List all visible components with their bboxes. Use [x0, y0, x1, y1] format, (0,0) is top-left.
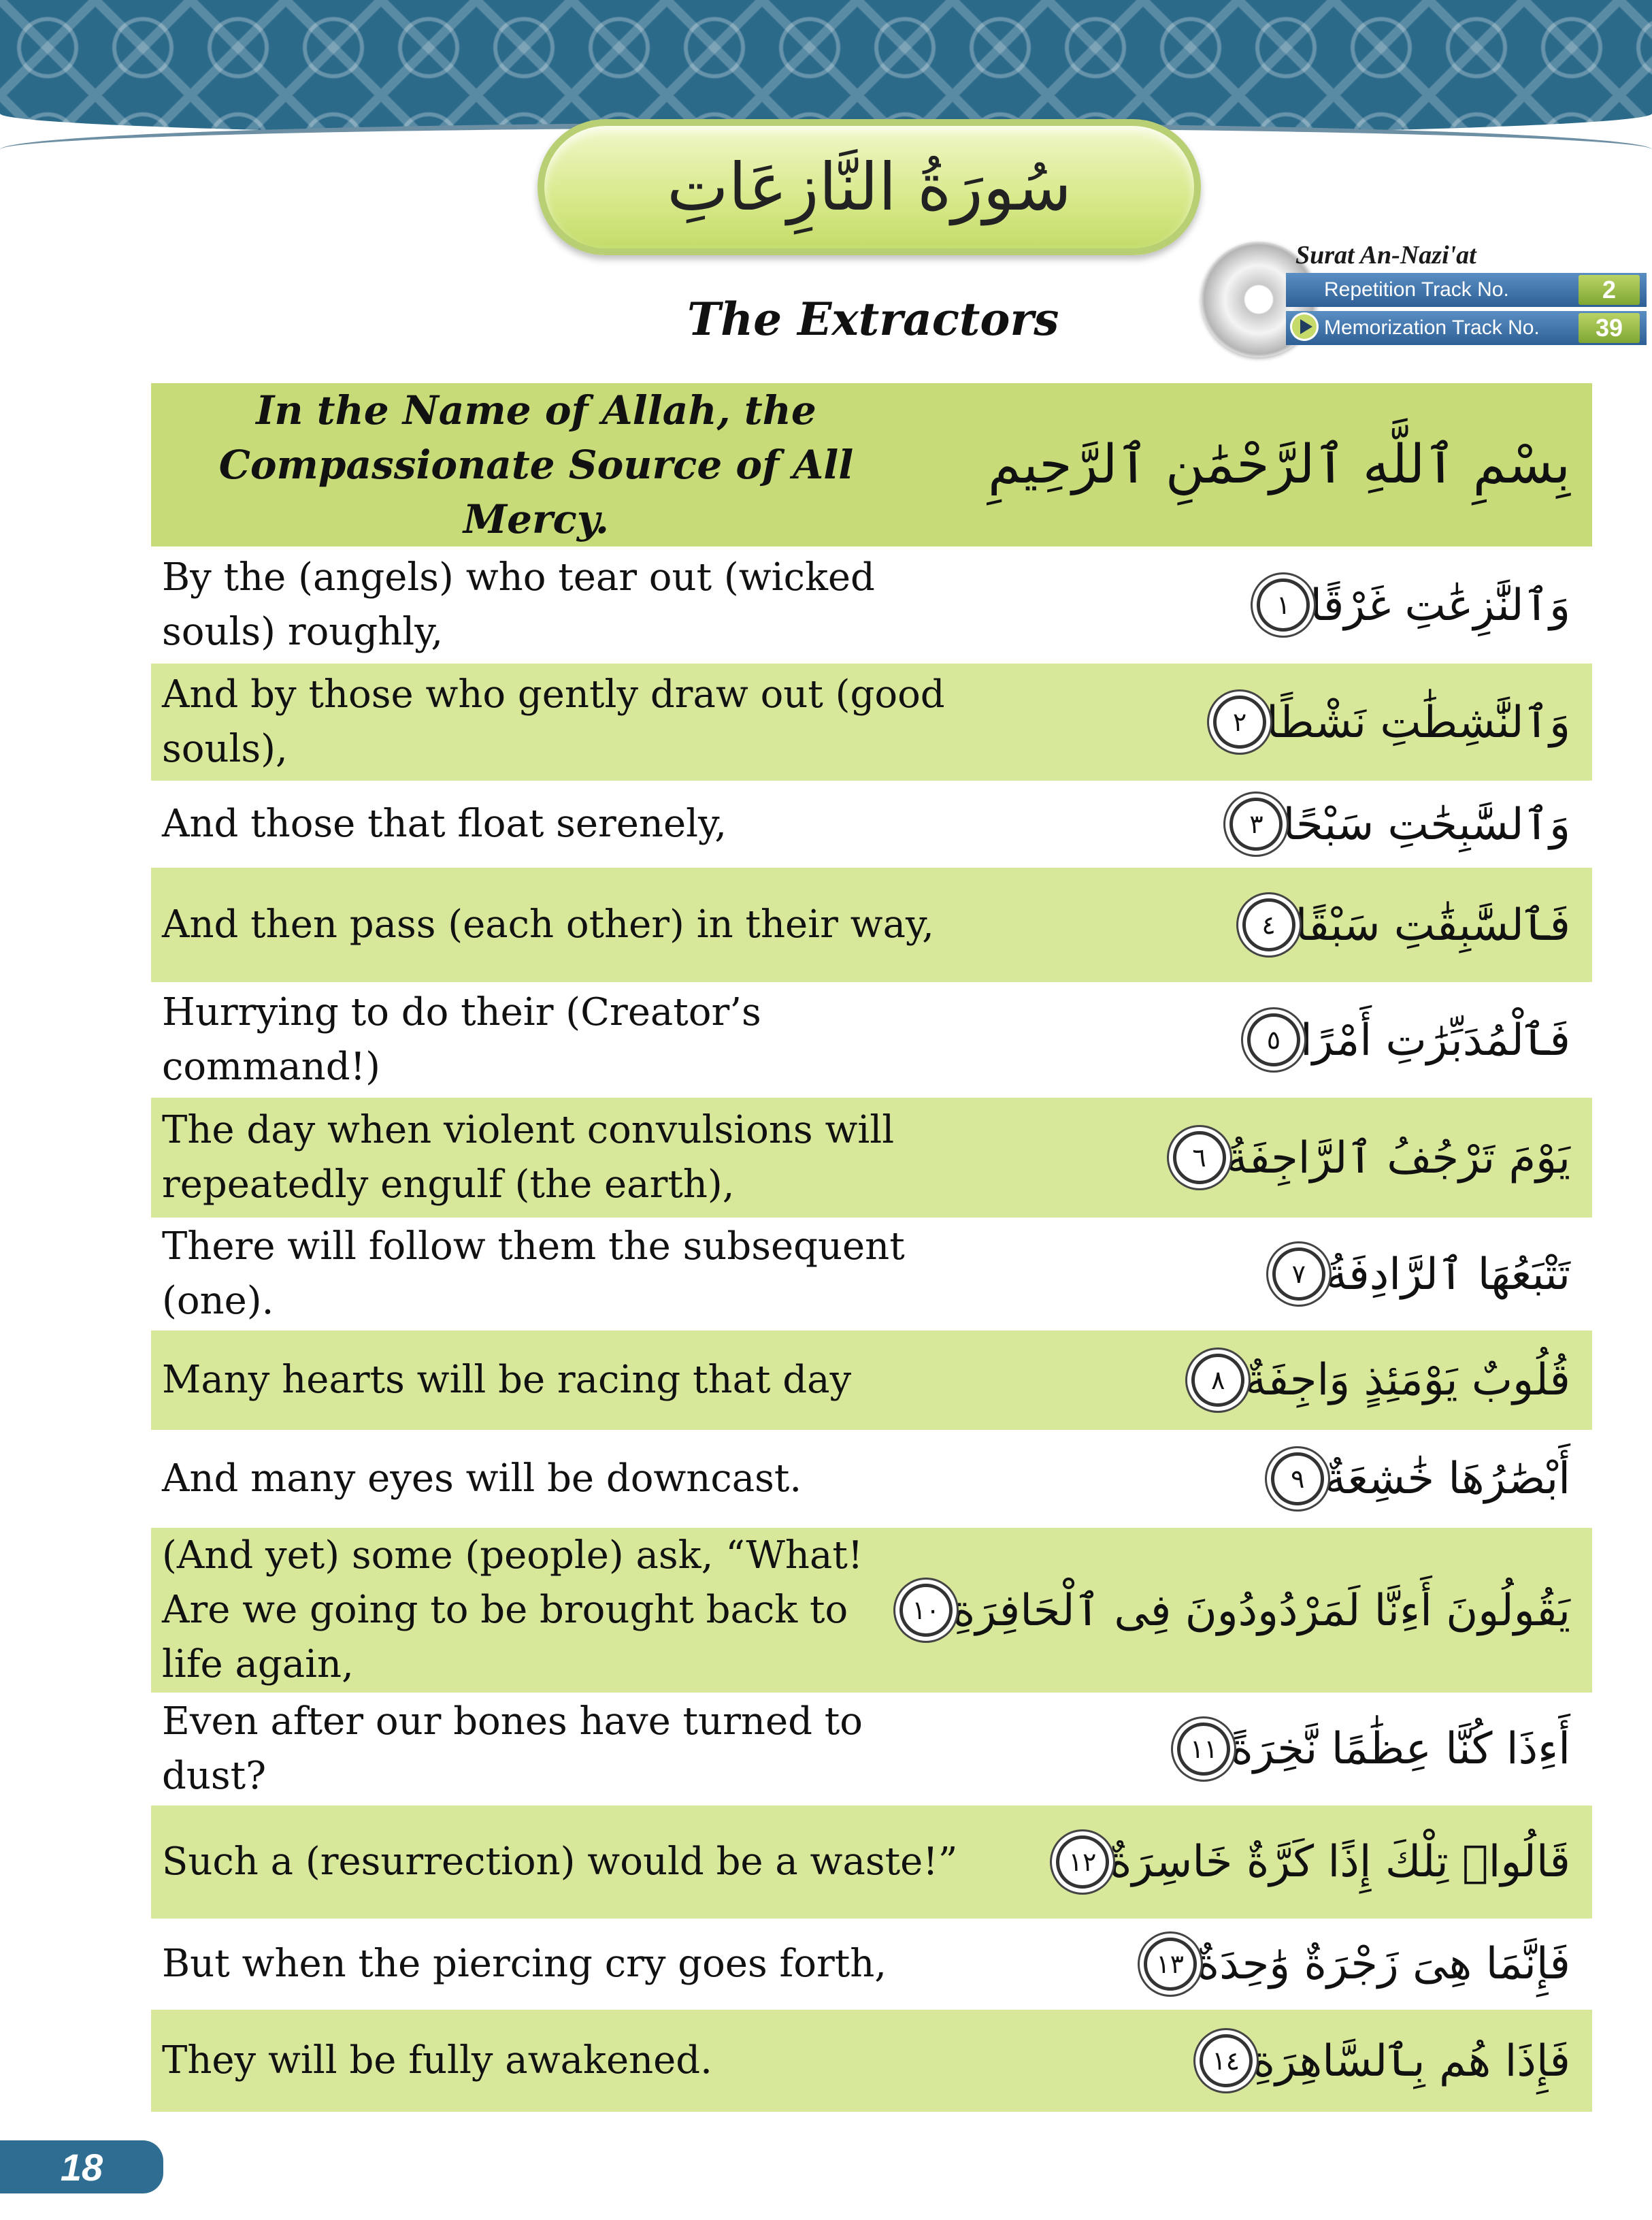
verse-arabic-text: فَإِذَا هُم بِٱلسَّاهِرَةِ — [1252, 2036, 1570, 2087]
verse-number-icon: ١٢ — [1056, 1835, 1109, 1889]
verse-number-icon: ٢ — [1213, 696, 1266, 749]
verse-arabic — [1165, 1723, 1570, 1776]
verse-row — [151, 982, 1592, 1098]
verse-arabic — [1244, 578, 1570, 632]
verse-number-icon: ٦ — [1173, 1131, 1226, 1184]
repetition-track-number: 2 — [1579, 275, 1640, 305]
verse-row — [151, 2010, 1592, 2112]
verse-arabic — [1217, 798, 1570, 851]
verse-number-icon: ٣ — [1229, 798, 1283, 851]
basmala-row — [151, 383, 1592, 546]
verse-english: And many eyes will be downcast. — [162, 1456, 802, 1501]
page-number: 18 — [0, 2140, 163, 2193]
verse-number-icon: ٨ — [1191, 1354, 1244, 1407]
verse-table — [151, 383, 1592, 2112]
verse-row — [151, 1806, 1592, 1919]
play-icon[interactable] — [1290, 312, 1319, 341]
verse-row — [151, 664, 1592, 781]
verse-arabic-text: فَإِنَّمَا هِىَ زَجْرَةٌ وَٰحِدَةٌ — [1196, 1939, 1570, 1989]
verse-row — [151, 1528, 1592, 1693]
verse-english: And by those who gently draw out (good souls), — [162, 672, 945, 771]
verse-row — [151, 1693, 1592, 1806]
verse-arabic-text: فَٱلسَّٰبِقَٰتِ سَبْقًا — [1295, 900, 1570, 951]
verse-row — [151, 1218, 1592, 1331]
memorization-track-label: Memorization Track No. — [1324, 316, 1540, 339]
verse-arabic-text: يَقُولُونَ أَءِنَّا لَمَرْدُودُونَ فِى ٱلْحَافِرَةِ — [952, 1585, 1570, 1636]
surah-subtitle: The Extractors — [687, 293, 1059, 346]
verse-row — [151, 868, 1592, 982]
verse-number-icon: ١٤ — [1200, 2034, 1253, 2087]
verse-english: The day when violent convulsions will repeatedly engulf (the earth), — [162, 1108, 895, 1207]
verse-arabic-text: وَٱلنَّٰزِعَٰتِ غَرْقًا — [1310, 580, 1570, 631]
verse-arabic-text: أَءِذَا كُنَّا عِظَٰمًا نَّخِرَةً — [1230, 1724, 1570, 1774]
decorative-header-band — [0, 0, 1652, 136]
verse-arabic-text: أَبْصَٰرُهَا خَٰشِعَةٌ — [1324, 1454, 1570, 1504]
verse-english: They will be fully awakened. — [162, 2038, 712, 2083]
verse-english: (And yet) some (people) ask, “What! Are we going to be brought back to life again, — [162, 1533, 863, 1686]
verse-number-icon: ٧ — [1272, 1247, 1325, 1301]
verse-arabic-text: قَالُوا۟ تِلْكَ إِذًا كَرَّةٌ خَاسِرَةٌ — [1108, 1837, 1570, 1887]
verse-english: Hurrying to do their (Creator’s command!) — [162, 990, 761, 1089]
surah-title-arabic: سُورَةُ النَّازِعَاتِ — [667, 149, 1072, 225]
verse-number-icon: ٤ — [1242, 898, 1295, 951]
verse-number-icon: ٥ — [1247, 1013, 1300, 1066]
verse-english: And those that float serenely, — [162, 802, 727, 846]
repetition-track-label: Repetition Track No. — [1324, 278, 1509, 301]
verse-arabic-text: تَتْبَعُهَا ٱلرَّادِفَةُ — [1325, 1249, 1570, 1300]
verse-arabic-text: قُلُوبٌ يَوْمَئِذٍ وَاجِفَةٌ — [1244, 1355, 1570, 1405]
verse-arabic-text: وَٱلسَّٰبِحَٰتِ سَبْحًا — [1283, 799, 1570, 850]
verse-arabic — [1161, 1131, 1570, 1184]
basmala-arabic: بِسْمِ ٱللَّهِ ٱلرَّحْمَٰنِ ٱلرَّحِيمِ — [987, 434, 1570, 495]
verse-number-icon: ١٠ — [899, 1584, 953, 1637]
verse-arabic-text: يَوْمَ تَرْجُفُ ٱلرَّاجِفَةُ — [1225, 1132, 1570, 1184]
memorization-track-row[interactable] — [1286, 311, 1647, 345]
verse-english: Even after our bones have turned to dust? — [162, 1699, 863, 1798]
verse-english: By the (angels) who tear out (wicked souls) roughly, — [162, 555, 875, 654]
verse-arabic — [887, 1584, 1570, 1637]
verse-arabic-text: وَٱلنَّٰشِطَٰتِ نَشْطًا — [1266, 697, 1570, 748]
verse-english: Such a (resurrection) would be a waste!” — [162, 1840, 958, 1884]
verse-arabic — [1230, 898, 1570, 951]
verse-row — [151, 1919, 1592, 2010]
basmala-english: In the Name of Allah, the Compassionate Source of All Mercy. — [218, 387, 854, 542]
verse-arabic — [1179, 1354, 1570, 1407]
verse-row — [151, 1098, 1592, 1218]
verse-row — [151, 1331, 1592, 1430]
repetition-track-row — [1286, 273, 1647, 307]
memorization-track-number: 39 — [1579, 313, 1640, 343]
verse-row — [151, 546, 1592, 664]
verse-english: And then pass (each other) in their way, — [162, 902, 934, 947]
verse-arabic — [1260, 1247, 1570, 1301]
verse-arabic-text: فَٱلْمُدَبِّرَٰتِ أَمْرًا — [1300, 1015, 1570, 1066]
verse-number-icon: ١١ — [1177, 1723, 1230, 1776]
verse-row — [151, 1430, 1592, 1528]
verse-number-icon: ١٣ — [1144, 1938, 1197, 1991]
track-surah-name: Surat An-Nazi'at — [1295, 241, 1476, 270]
verse-number-icon: ٩ — [1271, 1452, 1324, 1505]
verse-arabic — [1131, 1938, 1570, 1991]
audio-track-box — [1286, 235, 1652, 350]
verse-english: There will follow them the subsequent (one). — [162, 1224, 905, 1323]
verse-arabic — [1044, 1835, 1570, 1889]
verse-arabic — [1235, 1013, 1570, 1066]
verse-row — [151, 781, 1592, 868]
verse-arabic — [1259, 1452, 1570, 1505]
surah-title-pill — [538, 119, 1201, 255]
verse-arabic — [1187, 2034, 1570, 2087]
verse-number-icon: ١ — [1257, 578, 1310, 632]
verse-arabic — [1201, 696, 1570, 749]
verse-english: But when the piercing cry goes forth, — [162, 1942, 887, 1986]
verse-english: Many hearts will be racing that day — [162, 1358, 852, 1402]
